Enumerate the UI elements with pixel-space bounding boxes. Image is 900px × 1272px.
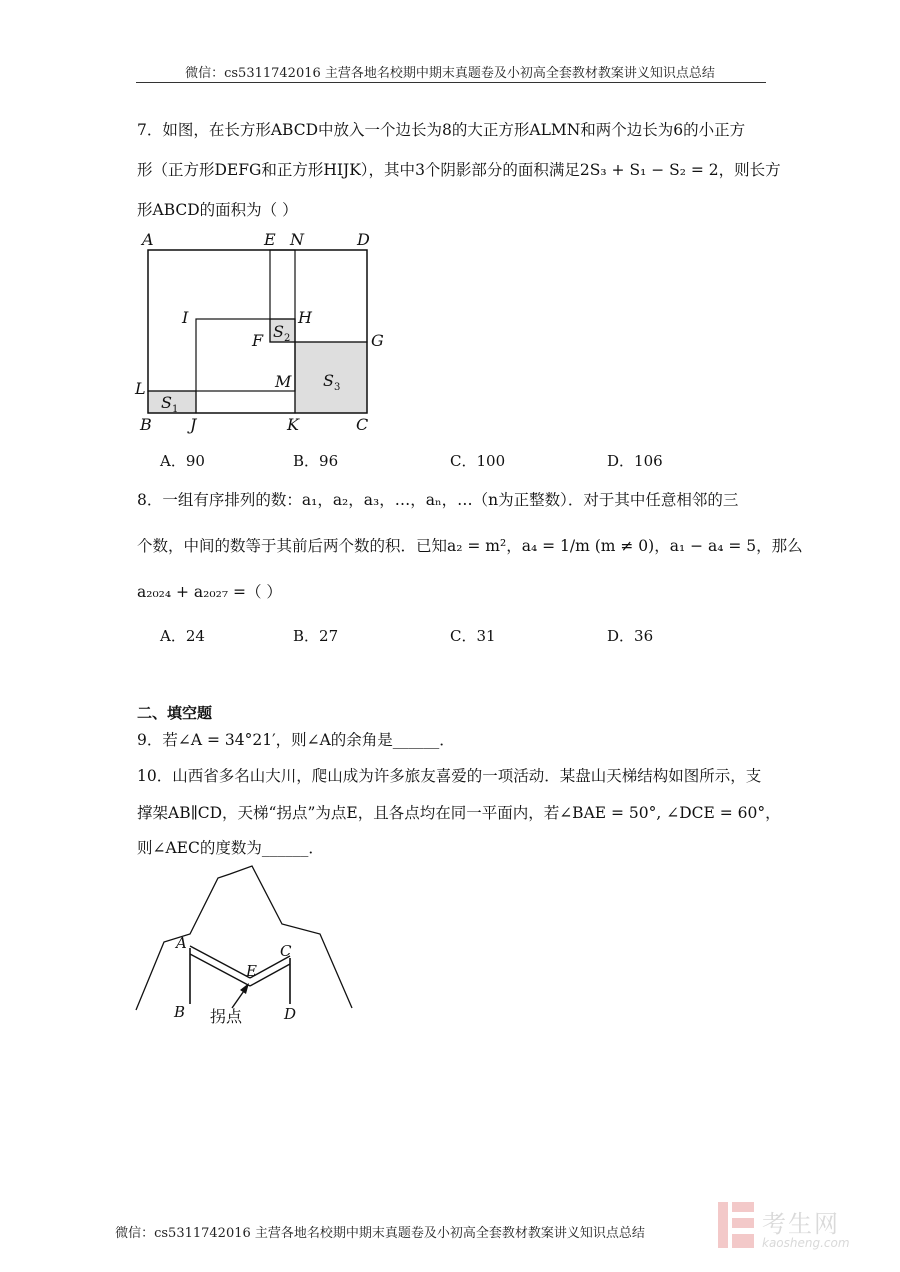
q8-line-1: 8．一组有序排列的数：a₁，a₂，a₃，…，aₙ，…（n为正整数）．对于其中任意相邻的三 bbox=[137, 491, 739, 509]
q10-ladder-figure bbox=[132, 858, 362, 1038]
q10-line-1: 10．山西省多名山大川，爬山成为许多旅友喜爱的一项活动．某盘山天梯结构如图所示，支 bbox=[137, 767, 762, 785]
label-s1: S bbox=[161, 393, 172, 412]
q8-option-a: A．24 bbox=[160, 627, 205, 645]
label-d: D bbox=[357, 230, 370, 249]
turn-point-arrow-head bbox=[240, 983, 249, 994]
logo-subtext: kaosheng.com bbox=[762, 1236, 850, 1250]
q8-line-3: a₂₀₂₄ + a₂₀₂₇ =（ ） bbox=[137, 583, 282, 601]
q7-line-1: 7．如图，在长方形ABCD中放入一个边长为8的大正方形ALMN和两个边长为6的小正方 bbox=[137, 121, 746, 139]
label-b: B bbox=[140, 415, 152, 434]
label-b: B bbox=[174, 1003, 186, 1021]
q7-option-b: B．96 bbox=[293, 452, 339, 470]
q8-line-2: 个数，中间的数等于其前后两个数的积．已知a₂ = m²，a₄ = 1/m (m ≠ 0)，a₁ − a₄ = 5，那么 bbox=[137, 537, 803, 555]
q10-line-3: 则∠AEC的度数为______． bbox=[137, 839, 324, 857]
page-footer: 微信：cs5311742016 主营各地名校期中期末真题卷及小初高全套教材教案讲义知识点总结 bbox=[115, 1226, 645, 1241]
label-a: A bbox=[142, 230, 154, 249]
q7-option-c: C．100 bbox=[450, 452, 506, 470]
label-k: K bbox=[287, 415, 299, 434]
ladder-ae-top bbox=[190, 946, 250, 978]
q7-line-2: 形（正方形DEFG和正方形HIJK），其中3个阴影部分的面积满足2S₃ + S₁ − S₂ = 2，则长方 bbox=[137, 161, 781, 179]
logo-text: 考生网 bbox=[762, 1210, 840, 1238]
label-s2: S bbox=[273, 322, 284, 341]
q8-option-c: C．31 bbox=[450, 627, 496, 645]
label-f: F bbox=[252, 331, 264, 350]
label-e: E bbox=[246, 962, 257, 980]
label-s3: S bbox=[323, 371, 334, 390]
header-divider bbox=[136, 82, 766, 83]
label-n: N bbox=[290, 230, 304, 249]
page-header: 微信：cs5311742016 主营各地名校期中期末真题卷及小初高全套教材教案讲义知识点总结 bbox=[185, 66, 715, 81]
q9-text: 9．若∠A = 34°21′，则∠A的余角是______． bbox=[137, 731, 455, 749]
label-c: C bbox=[280, 942, 292, 960]
label-l: L bbox=[135, 379, 146, 398]
q8-option-b: B．27 bbox=[293, 627, 339, 645]
q10-line-2: 撑架AB∥CD，天梯“拐点”为点E，且各点均在同一平面内，若∠BAE = 50°, ∠DCE = 60°， bbox=[137, 804, 781, 822]
label-j: J bbox=[190, 415, 197, 434]
label-i: I bbox=[182, 308, 189, 327]
label-c: C bbox=[356, 415, 369, 434]
q7-line-3: 形ABCD的面积为（ ） bbox=[137, 201, 298, 219]
label-d: D bbox=[284, 1005, 297, 1023]
q7-rectangle-figure bbox=[130, 226, 400, 438]
label-m: M bbox=[275, 372, 292, 391]
q7-option-a: A．90 bbox=[160, 452, 205, 470]
q7-option-d: D．106 bbox=[607, 452, 663, 470]
section-fill-in-title: 二、填空题 bbox=[137, 704, 213, 722]
label-a: A bbox=[176, 934, 187, 952]
q8-option-d: D．36 bbox=[607, 627, 654, 645]
label-s3-sub: 3 bbox=[334, 382, 341, 393]
label-turn-point: 拐点 bbox=[210, 1007, 243, 1026]
ladder-ae-bottom bbox=[190, 954, 250, 986]
label-s2-sub: 2 bbox=[284, 333, 291, 344]
label-e: E bbox=[264, 230, 276, 249]
label-s1-sub: 1 bbox=[172, 404, 179, 415]
kaosheng-logo-icon bbox=[716, 1198, 756, 1252]
label-h: H bbox=[298, 308, 312, 327]
label-g: G bbox=[371, 331, 384, 350]
